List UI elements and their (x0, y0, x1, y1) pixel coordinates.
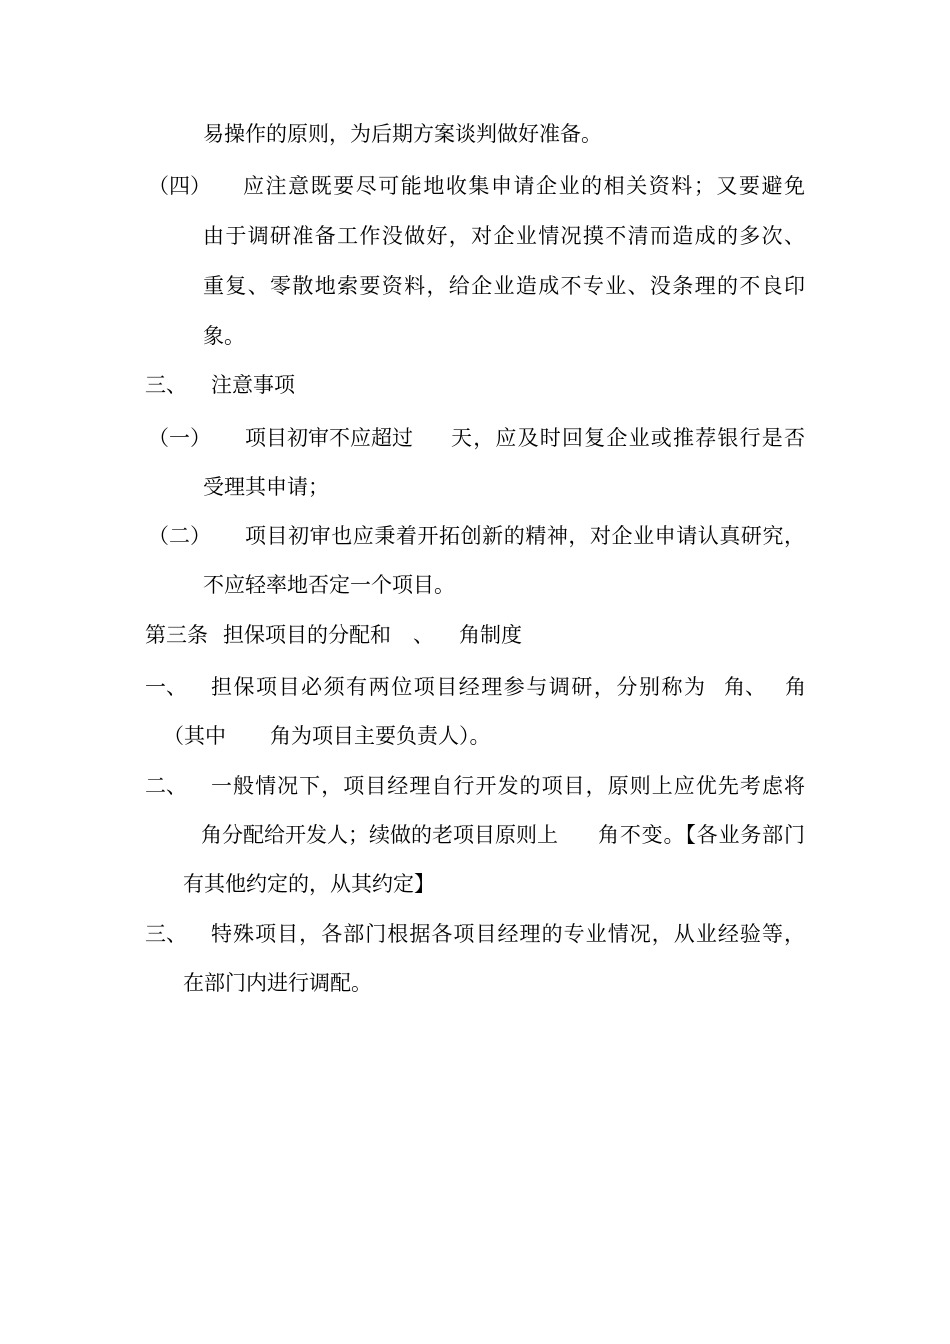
article-number: 第三条 (145, 623, 208, 647)
text-line: 一般情况下，项目经理自行开发的项目，原则上应优先考虑将 (211, 774, 805, 798)
text-line: 担保项目必须有两位项目经理参与调研，分别称为 (211, 675, 705, 699)
text-line: 角 (785, 675, 806, 699)
text-line: 项目初审不应超过 (245, 426, 413, 450)
text-line: 角分配给开发人；续做的老项目原则上 (201, 823, 558, 847)
text-line: 角为项目主要负责人）。 (270, 724, 491, 748)
section-marker: 一、 (145, 675, 187, 699)
article-title: 担保项目的分配和 (223, 623, 391, 647)
section-marker: （四） (148, 174, 211, 198)
text-line: 特殊项目，各部门根据各项目经理的专业情况，从业经验等， (211, 922, 805, 946)
text-line: 由于调研准备工作没做好，对企业情况摸不清而造成的多次、 (203, 224, 805, 248)
text-line: 重复、零散地索要资料，给企业造成不专业、没条理的不良印 (203, 274, 805, 298)
text-line: 受理其申请； (203, 475, 329, 499)
text-line: 项目初审也应秉着开拓创新的精神，对企业申请认真研究， (245, 524, 805, 548)
text-line: 不应轻率地否定一个项目。 (203, 573, 455, 597)
text-line: 象。 (203, 324, 245, 348)
text-line: （其中 (163, 724, 226, 748)
text-line: 角不变。【各业务部门 (598, 823, 805, 847)
text-line: 应注意既要尽可能地收集申请企业的相关资料；又要避免 (243, 174, 805, 198)
text-line: 有其他约定的，从其约定】 (183, 872, 435, 896)
text-line: 在部门内进行调配。 (183, 971, 372, 995)
section-marker: 二、 (145, 774, 187, 798)
text-line: 角、 (724, 675, 766, 699)
section-marker: （一） (148, 426, 211, 450)
article-title: 角制度 (459, 623, 522, 647)
section-marker: 三、 (145, 373, 187, 397)
text-line: 易操作的原则，为后期方案谈判做好准备。 (203, 122, 602, 146)
section-heading: 注意事项 (211, 373, 295, 397)
article-title: 、 (413, 623, 434, 647)
text-line: 天，应及时回复企业或推荐银行是否 (451, 426, 805, 450)
section-marker: （二） (148, 524, 211, 548)
section-marker: 三、 (145, 922, 187, 946)
